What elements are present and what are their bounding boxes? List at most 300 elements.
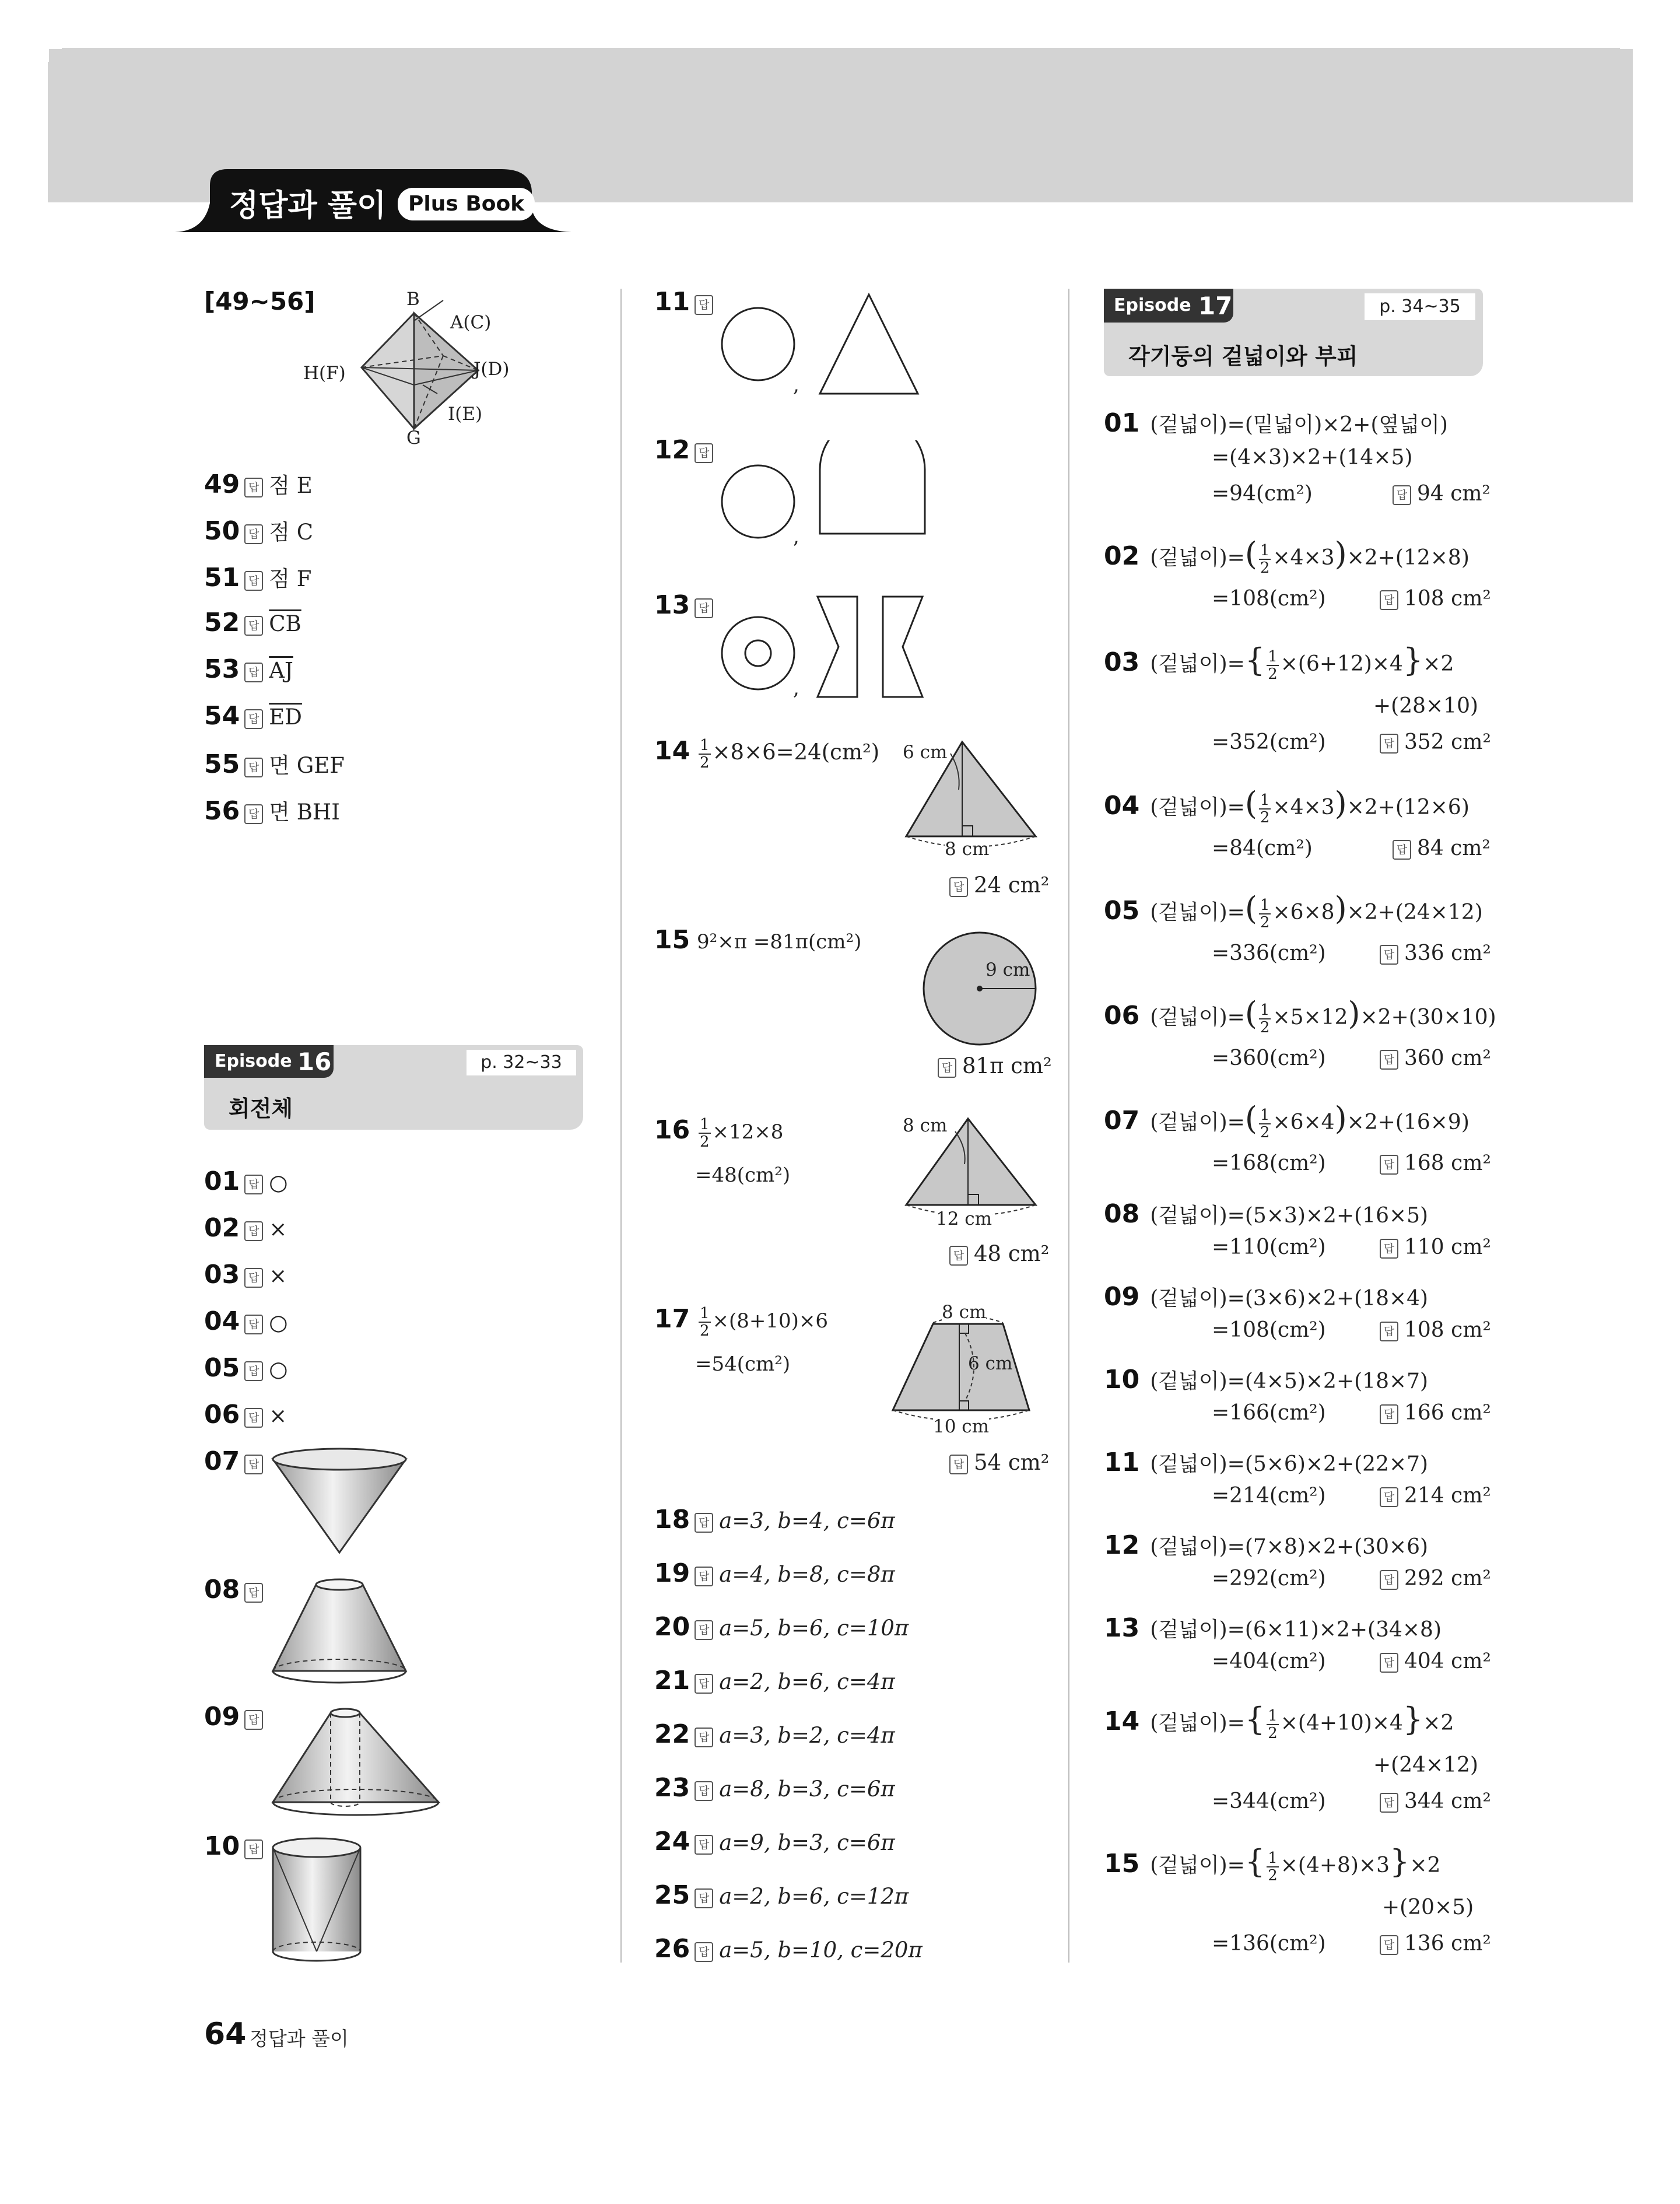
denominator: 2	[700, 1133, 710, 1151]
expression: ×6×4	[1272, 1110, 1335, 1134]
solution-01	[1104, 408, 1448, 438]
base-label: 12 cm	[936, 1208, 992, 1229]
ox-answer-06	[204, 1400, 287, 1429]
answer-text: 24 cm²	[974, 873, 1050, 898]
solution-05: 05 (겉넓이)=( $\frac{1}{2}$ ×6×8)×2+(24×12)	[1104, 890, 1483, 931]
result: =166(cm²)	[1212, 1401, 1326, 1425]
answer-marker: 답	[695, 295, 713, 315]
answer-marker: 답	[1393, 485, 1411, 505]
answer-marker: 답	[244, 1315, 263, 1334]
answer-text: 108 cm²	[1404, 587, 1491, 611]
expression: ×(4+8)×3	[1280, 1853, 1390, 1877]
problem-number: 17	[654, 1304, 690, 1334]
problem-number: 54	[204, 701, 240, 731]
solution-13	[1104, 1613, 1441, 1643]
problem-17-result	[695, 1351, 790, 1376]
bottom-label: 10 cm	[933, 1416, 990, 1437]
expression-tail: ×2	[1423, 652, 1454, 676]
answer-marker: 답	[1380, 1935, 1398, 1955]
expression-tail: ×2+(24×12)	[1346, 900, 1483, 924]
frustum-figure	[269, 1572, 409, 1688]
column-divider	[620, 289, 622, 1963]
answer-marker: 답	[244, 1408, 263, 1428]
answer-text: 336 cm²	[1404, 941, 1491, 965]
lhs: (겉넓이)	[1150, 1452, 1227, 1476]
solution-14: 14 (겉넓이)={ $\frac{1}{2}$ ×(4+10)×4}×2	[1104, 1701, 1454, 1742]
lhs: (겉넓이)	[1150, 546, 1227, 570]
answer-text: ×	[269, 1403, 287, 1428]
answer-22	[654, 1719, 895, 1749]
vertex-label-g: G	[406, 428, 421, 448]
answer-53	[204, 654, 293, 684]
fraction-half	[699, 1305, 711, 1339]
answer-marker: 답	[244, 1839, 263, 1859]
result: =168(cm²)	[1212, 1151, 1326, 1175]
result: =214(cm²)	[1212, 1484, 1326, 1508]
answer-marker: 답	[244, 1455, 263, 1474]
problem-number: 05	[1104, 896, 1140, 926]
problem-number: 23	[654, 1773, 690, 1803]
column-divider	[1068, 289, 1069, 1963]
solution-01-line2	[1212, 446, 1412, 469]
solution-14-result	[1212, 1789, 1326, 1813]
problem-number: 13	[654, 590, 690, 620]
result: =292(cm²)	[1212, 1567, 1326, 1590]
denominator: 2	[1260, 1019, 1270, 1036]
answer-text: ○	[269, 1170, 288, 1195]
answer-marker: 답	[1393, 840, 1411, 860]
ox-answer-02	[204, 1213, 287, 1243]
result: =136(cm²)	[1212, 1932, 1326, 1956]
solution-05-result	[1212, 941, 1326, 965]
answer-marker: 답	[1380, 1653, 1398, 1673]
answer-marker: 답	[695, 443, 713, 463]
answer-text: 면 BHI	[269, 800, 340, 825]
answer-marker: 답	[695, 598, 713, 618]
answer-text: 48 cm²	[974, 1241, 1050, 1266]
answer-text: ○	[269, 1310, 288, 1335]
fraction-half	[1259, 1107, 1271, 1141]
expression-tail: ×2+(12×8)	[1346, 546, 1469, 570]
episode-pages: p. 34~35	[1365, 293, 1475, 320]
numerator: 1	[1268, 1707, 1278, 1725]
section-heading: [49~56]	[204, 287, 315, 316]
answer-text: 108 cm²	[1404, 1318, 1491, 1342]
answer-text: 84 cm²	[1417, 836, 1490, 860]
answer-text: a=9, b=3, c=6π	[719, 1830, 895, 1855]
vertex-label-a: A(C)	[450, 312, 492, 333]
answer-text: 54 cm²	[974, 1450, 1050, 1475]
answer-marker: 답	[938, 1058, 956, 1078]
expression: ×(6+12)×4	[1280, 652, 1403, 676]
expression: +(20×5)	[1382, 1895, 1474, 1919]
denominator: 2	[1268, 1725, 1278, 1742]
answer-15	[1375, 1932, 1491, 1956]
solution-12	[1104, 1530, 1428, 1560]
answer-text: a=3, b=4, c=6π	[719, 1508, 895, 1533]
answer-text: ×	[269, 1217, 287, 1242]
answer-marker: 답	[695, 1513, 713, 1533]
problem-number: 06	[204, 1400, 240, 1429]
answer-marker: 답	[695, 1942, 713, 1962]
problem-number: 18	[654, 1505, 690, 1534]
denominator: 2	[1268, 665, 1278, 683]
answer-50	[204, 514, 313, 546]
solution-09-result	[1212, 1318, 1326, 1342]
solution-08	[1104, 1199, 1428, 1229]
answer-marker: 답	[244, 663, 263, 682]
expression: ×8×6=24(cm²)	[712, 740, 880, 765]
lhs: (겉넓이)	[1150, 1711, 1227, 1735]
answer-marker: 답	[695, 1567, 713, 1586]
result: =110(cm²)	[1212, 1235, 1326, 1259]
answer-20	[654, 1612, 909, 1642]
problem-16	[654, 1115, 783, 1150]
problem-number: 03	[1104, 647, 1140, 677]
expression: ×(4+10)×4	[1280, 1711, 1403, 1735]
answer-16	[945, 1241, 1049, 1266]
expression-tail: ×2+(16×9)	[1346, 1110, 1469, 1134]
answer-text: 94 cm²	[1417, 482, 1490, 506]
problem-number: 01	[204, 1166, 240, 1196]
lhs: (겉넓이)	[1150, 413, 1227, 437]
lhs: (겉넓이)	[1150, 900, 1227, 924]
solution-10	[1104, 1365, 1428, 1394]
answer-marker: 답	[1380, 1155, 1398, 1175]
problem-number: 14	[1104, 1707, 1140, 1736]
answer-text: a=3, b=2, c=4π	[719, 1723, 895, 1748]
fraction-half	[1259, 897, 1271, 931]
solution-07-result	[1212, 1151, 1326, 1175]
answer-marker: 답	[1380, 1570, 1398, 1590]
problem-number: 10	[1104, 1365, 1140, 1394]
problem-number: 25	[654, 1880, 690, 1910]
solution-07: 07 (겉넓이)=( $\frac{1}{2}$ ×6×4)×2+(16×9)	[1104, 1100, 1469, 1141]
answer-text: $\overline{ED}$	[269, 705, 302, 730]
expression: =(4×3)×2+(14×5)	[1212, 446, 1413, 469]
answer-marker: 답	[695, 1835, 713, 1855]
result: =108(cm²)	[1212, 587, 1326, 611]
solution-15-result	[1212, 1932, 1326, 1956]
expression: =54(cm²)	[695, 1352, 791, 1376]
answer-text: 168 cm²	[1404, 1151, 1491, 1175]
problem-number: 07	[1104, 1106, 1140, 1136]
solution-04-result	[1212, 836, 1313, 860]
denominator: 2	[1260, 809, 1270, 826]
answer-25	[654, 1880, 909, 1910]
shape-answer-11	[654, 287, 719, 317]
answer-marker: 답	[695, 1888, 713, 1908]
problem-number: 53	[204, 654, 240, 684]
problem-number: 11	[1104, 1448, 1140, 1477]
problem-number: 01	[1104, 408, 1140, 438]
lhs: (겉넓이)	[1150, 1369, 1227, 1393]
answer-text: 점 C	[269, 520, 314, 545]
answer-text: a=2, b=6, c=4π	[719, 1669, 895, 1694]
lhs: (겉넓이)	[1150, 1005, 1227, 1029]
answer-23	[654, 1773, 895, 1803]
answer-marker: 답	[244, 478, 263, 497]
lhs: (겉넓이)	[1150, 1204, 1227, 1228]
answer-text: $\overline{CB}$	[269, 611, 301, 636]
expression: =(6×11)×2+(34×8)	[1227, 1618, 1441, 1642]
problem-number: 09	[204, 1702, 240, 1732]
answer-text: 360 cm²	[1404, 1046, 1491, 1070]
problem-15	[654, 925, 861, 955]
problem-number: 13	[1104, 1613, 1140, 1643]
problem-number: 12	[1104, 1530, 1140, 1560]
plus-book-badge: Plus Book	[398, 188, 535, 220]
lhs: (겉넓이)	[1150, 1853, 1227, 1877]
solution-15-cont	[1382, 1895, 1474, 1919]
problem-number: 49	[204, 469, 240, 499]
comma: ,	[793, 373, 799, 397]
answer-marker: 답	[949, 1246, 968, 1266]
lhs: (겉넓이)	[1150, 1110, 1227, 1134]
problem-number: 08	[1104, 1199, 1140, 1229]
episode-label: Episode	[1114, 295, 1191, 316]
answer-marker: 답	[244, 524, 263, 544]
answer-marker: 답	[244, 1710, 263, 1730]
answer-text: ○	[269, 1357, 288, 1382]
answer-51	[204, 561, 311, 593]
fraction-half	[1267, 1708, 1279, 1742]
expression-tail: ×2	[1423, 1711, 1454, 1735]
comma: ,	[793, 677, 799, 700]
result: =94(cm²)	[1212, 482, 1313, 506]
expression: =48(cm²)	[695, 1164, 791, 1187]
solid-answer-10	[204, 1831, 269, 1861]
circle-and-triangle-figure	[717, 289, 927, 405]
answer-marker: 답	[1380, 734, 1398, 754]
episode-number: 17	[1198, 292, 1233, 320]
circle-9cm-figure	[918, 927, 1041, 1050]
cone-with-hole-figure	[269, 1700, 444, 1817]
answer-text: 214 cm²	[1404, 1484, 1491, 1508]
problem-number: 10	[204, 1831, 240, 1861]
answer-text: a=8, b=3, c=6π	[719, 1776, 895, 1802]
solution-08-result	[1212, 1235, 1326, 1259]
fraction-half	[1259, 792, 1271, 826]
answer-06	[1375, 1046, 1491, 1070]
problem-number: 04	[204, 1306, 240, 1336]
answer-text: 344 cm²	[1404, 1789, 1491, 1813]
answer-52	[204, 608, 301, 637]
episode-number: 16	[297, 1047, 332, 1076]
answer-text: 292 cm²	[1404, 1567, 1491, 1590]
numerator: 1	[1260, 542, 1270, 559]
answer-text: a=2, b=6, c=12π	[719, 1884, 909, 1909]
problem-number: 12	[654, 435, 690, 465]
lhs: (겉넓이)	[1150, 1618, 1227, 1642]
radius-label: 9 cm	[985, 959, 1030, 980]
denominator: 2	[1260, 1124, 1270, 1141]
numerator: 1	[1260, 1001, 1270, 1019]
expression: ×12×8	[712, 1120, 784, 1144]
problem-number: 06	[1104, 1001, 1140, 1031]
problem-number: 14	[654, 736, 690, 766]
result: =108(cm²)	[1212, 1318, 1326, 1342]
solution-03-cont	[1373, 694, 1478, 718]
solution-10-result	[1212, 1401, 1326, 1425]
problem-number: 20	[654, 1612, 690, 1642]
answer-text: ×	[269, 1263, 287, 1288]
expression: +(24×12)	[1373, 1753, 1479, 1777]
numerator: 1	[1268, 648, 1278, 665]
answer-11	[1375, 1484, 1491, 1508]
answer-05	[1375, 941, 1491, 965]
numerator: 1	[1260, 791, 1270, 809]
answer-marker: 답	[244, 616, 263, 636]
answer-marker: 답	[949, 1455, 968, 1474]
answer-marker: 답	[1380, 1793, 1398, 1813]
problem-number: 21	[654, 1666, 690, 1695]
height-label: 6 cm	[903, 742, 948, 763]
answer-text: 면 GEF	[269, 753, 345, 778]
answer-text: 404 cm²	[1404, 1649, 1491, 1673]
answer-marker: 답	[1380, 1404, 1398, 1424]
expression-tail: ×2+(12×6)	[1346, 796, 1469, 819]
answer-text: 166 cm²	[1404, 1401, 1491, 1425]
expression: 9²×π =81π(cm²)	[697, 930, 862, 954]
answer-marker: 답	[695, 1728, 713, 1747]
answer-01	[1388, 482, 1490, 506]
solid-answer-09	[204, 1702, 269, 1732]
vertex-label-h: H(F)	[303, 363, 346, 384]
problem-number: 56	[204, 796, 240, 826]
answer-marker: 답	[244, 1268, 263, 1288]
answer-04	[1388, 836, 1490, 860]
solution-14-cont	[1373, 1753, 1478, 1777]
solution-11-result	[1212, 1484, 1326, 1508]
answer-08	[1375, 1235, 1491, 1259]
answer-02	[1375, 587, 1491, 611]
problem-17	[654, 1304, 828, 1339]
answer-marker: 답	[244, 709, 263, 729]
problem-number: 24	[654, 1827, 690, 1856]
problem-number: 15	[1104, 1849, 1140, 1879]
solution-02: 02 (겉넓이)=( $\frac{1}{2}$ ×4×3)×2+(12×8)	[1104, 535, 1469, 577]
fraction-half	[699, 737, 711, 771]
episode-title: 회전체	[229, 1096, 293, 1122]
fraction-half	[1267, 649, 1279, 682]
problem-number: 02	[1104, 541, 1140, 571]
problem-number: 08	[204, 1575, 240, 1604]
problem-number: 16	[654, 1115, 690, 1145]
result: =352(cm²)	[1212, 730, 1326, 754]
result: =404(cm²)	[1212, 1649, 1326, 1673]
solid-answer-08	[204, 1575, 269, 1604]
answer-54	[204, 701, 302, 731]
problem-number: 51	[204, 563, 240, 593]
answer-marker: 답	[949, 877, 968, 897]
problem-number: 11	[654, 287, 690, 317]
header-title: 정답과 풀이	[229, 188, 387, 223]
fraction-half	[1259, 1002, 1271, 1036]
ring-and-bowtie-figure	[717, 592, 939, 709]
lhs: (겉넓이)	[1150, 652, 1227, 676]
answer-marker: 답	[244, 1583, 263, 1603]
problem-14	[654, 736, 879, 771]
base-label: 8 cm	[945, 839, 990, 860]
expression: =(7×8)×2+(30×6)	[1227, 1535, 1429, 1559]
solution-09	[1104, 1282, 1428, 1312]
answer-26	[654, 1934, 923, 1964]
cone-figure	[269, 1446, 409, 1557]
answer-text: 점 E	[269, 473, 313, 498]
problem-number: 19	[654, 1558, 690, 1588]
result: =360(cm²)	[1212, 1046, 1326, 1070]
fraction-half	[699, 1116, 711, 1150]
solution-02-result	[1212, 587, 1326, 611]
circle-and-arch-figure	[717, 440, 927, 557]
problem-number: 07	[204, 1446, 240, 1476]
problem-number: 09	[1104, 1282, 1140, 1312]
answer-marker: 답	[695, 1674, 713, 1694]
denominator: 2	[700, 1322, 710, 1340]
comma: ,	[793, 525, 799, 548]
answer-12	[1375, 1567, 1491, 1590]
ox-answer-05	[204, 1353, 288, 1383]
result: =344(cm²)	[1212, 1789, 1326, 1813]
expression: =(5×6)×2+(22×7)	[1227, 1452, 1429, 1476]
answer-text: 110 cm²	[1404, 1235, 1491, 1259]
answer-09	[1375, 1318, 1491, 1342]
answer-18	[654, 1505, 895, 1534]
expression: =(밑넓이)×2+(옆넓이)	[1227, 413, 1448, 437]
answer-56	[204, 794, 340, 826]
shape-answer-12	[654, 435, 719, 465]
denominator: 2	[1260, 559, 1270, 577]
expression: ×4×3	[1272, 546, 1335, 570]
solution-11	[1104, 1448, 1428, 1477]
answer-21	[654, 1666, 895, 1695]
episode-pages: p. 32~33	[467, 1050, 576, 1075]
crop-mark	[1620, 48, 1634, 62]
ox-answer-04	[204, 1306, 288, 1336]
problem-number: 22	[654, 1719, 690, 1749]
numerator: 1	[700, 1115, 710, 1133]
solution-03-result	[1212, 730, 1326, 754]
expression: =(5×3)×2+(16×5)	[1227, 1204, 1429, 1228]
denominator: 2	[700, 754, 710, 772]
problem-number: 02	[204, 1213, 240, 1243]
ox-answer-03	[204, 1260, 287, 1290]
answer-marker: 답	[244, 758, 263, 777]
height-label: 8 cm	[903, 1115, 948, 1136]
problem-number: 05	[204, 1353, 240, 1383]
numerator: 1	[1260, 896, 1270, 914]
problem-number: 15	[654, 925, 690, 955]
solution-13-result	[1212, 1649, 1326, 1673]
solution-12-result	[1212, 1567, 1326, 1590]
answer-19	[654, 1558, 895, 1588]
expression: ×4×3	[1272, 796, 1335, 819]
top-label: 8 cm	[942, 1302, 987, 1323]
solid-answer-07	[204, 1446, 269, 1476]
height-label: 6 cm	[968, 1353, 1013, 1374]
answer-marker: 답	[1380, 590, 1398, 610]
episode-title: 각기둥의 겉넓이와 부피	[1128, 344, 1358, 369]
expression: ×5×12	[1272, 1005, 1348, 1029]
answer-17	[945, 1450, 1049, 1475]
ox-answer-01	[204, 1166, 288, 1196]
answer-marker: 답	[244, 1175, 263, 1194]
answer-text: 352 cm²	[1404, 730, 1491, 754]
answer-marker: 답	[1380, 1239, 1398, 1259]
answer-marker: 답	[695, 1620, 713, 1640]
expression: =(3×6)×2+(18×4)	[1227, 1287, 1429, 1311]
